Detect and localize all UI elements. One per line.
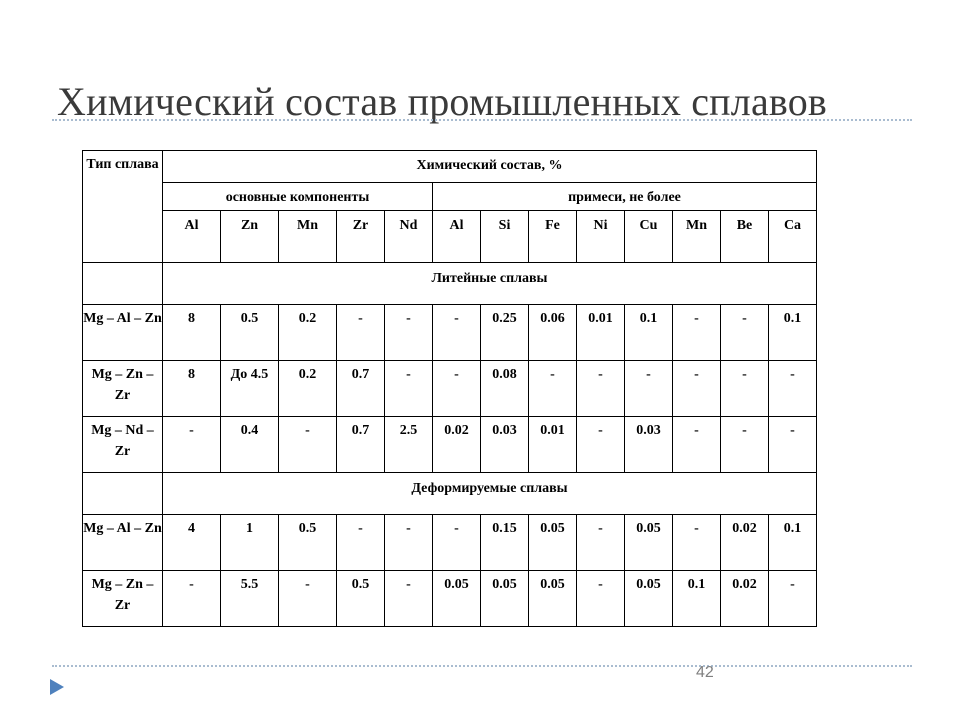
- main-element-header: Mn: [279, 211, 337, 263]
- value-cell: 0.05: [529, 571, 577, 627]
- type-header: Тип сплава: [86, 157, 159, 172]
- value-cell: -: [577, 571, 625, 627]
- alloy-type: Mg – Zn – Zr: [83, 361, 163, 417]
- value-cell: -: [721, 305, 769, 361]
- value-cell: -: [577, 515, 625, 571]
- value-cell: -: [529, 361, 577, 417]
- alloy-type: Mg – Al – Zn: [83, 515, 163, 571]
- value-cell: 0.05: [433, 571, 481, 627]
- value-cell: -: [769, 571, 817, 627]
- section-row: [83, 473, 817, 515]
- value-cell: -: [721, 417, 769, 473]
- alloy-type: Mg – Nd – Zr: [83, 417, 163, 473]
- value-cell: 5.5: [221, 571, 279, 627]
- value-cell: 0.2: [279, 305, 337, 361]
- section-blank-cell: [83, 473, 163, 515]
- play-arrow-icon: [49, 678, 65, 696]
- value-cell: 0.7: [337, 361, 385, 417]
- main-element-header: Zr: [337, 211, 385, 263]
- section-row: [83, 263, 817, 305]
- section-title: Литейные сплавы: [163, 263, 817, 305]
- value-cell: 0.5: [337, 571, 385, 627]
- value-cell: -: [577, 361, 625, 417]
- table-row: [83, 571, 817, 627]
- value-cell: 0.02: [721, 515, 769, 571]
- value-cell: 0.25: [481, 305, 529, 361]
- value-cell: 0.05: [481, 571, 529, 627]
- value-cell: 0.08: [481, 361, 529, 417]
- alloy-type: Mg – Zn – Zr: [83, 571, 163, 627]
- title-divider: [52, 119, 912, 121]
- value-cell: 4: [163, 515, 221, 571]
- main-element-header: Zn: [221, 211, 279, 263]
- value-cell: -: [625, 361, 673, 417]
- value-cell: 0.03: [625, 417, 673, 473]
- table-row: [83, 305, 817, 361]
- table-row: [83, 515, 817, 571]
- value-cell: -: [769, 417, 817, 473]
- value-cell: 1: [221, 515, 279, 571]
- value-cell: -: [673, 361, 721, 417]
- impurity-element-header: Mn: [673, 211, 721, 263]
- impurities-header: примеси, не более: [433, 183, 817, 211]
- value-cell: -: [385, 515, 433, 571]
- value-cell: 0.01: [577, 305, 625, 361]
- value-cell: 0.05: [529, 515, 577, 571]
- table-row: [83, 361, 817, 417]
- value-cell: 0.01: [529, 417, 577, 473]
- type-header-cell: [83, 151, 163, 263]
- value-cell: -: [385, 571, 433, 627]
- value-cell: 0.1: [673, 571, 721, 627]
- section-blank-cell: [83, 263, 163, 305]
- composition-table: [82, 150, 817, 627]
- value-cell: -: [673, 305, 721, 361]
- value-cell: 8: [163, 361, 221, 417]
- value-cell: -: [433, 515, 481, 571]
- value-cell: 0.2: [279, 361, 337, 417]
- alloy-type: Mg – Al – Zn: [83, 305, 163, 361]
- value-cell: -: [337, 515, 385, 571]
- value-cell: 0.5: [221, 305, 279, 361]
- value-cell: -: [163, 571, 221, 627]
- value-cell: -: [577, 417, 625, 473]
- value-cell: 0.05: [625, 571, 673, 627]
- impurity-element-header: Al: [433, 211, 481, 263]
- composition-header: Химический состав, %: [163, 151, 817, 183]
- table-row: [83, 417, 817, 473]
- slide-title: Химический состав промышленных сплавов: [57, 79, 828, 124]
- main-element-header: Al: [163, 211, 221, 263]
- page-number: 42: [696, 664, 714, 681]
- impurity-element-header: Ni: [577, 211, 625, 263]
- value-cell: -: [673, 515, 721, 571]
- value-cell: -: [673, 417, 721, 473]
- impurity-element-header: Si: [481, 211, 529, 263]
- value-cell: 8: [163, 305, 221, 361]
- value-cell: 0.4: [221, 417, 279, 473]
- value-cell: -: [433, 305, 481, 361]
- value-cell: 0.06: [529, 305, 577, 361]
- footer-divider: [52, 665, 912, 667]
- value-cell: -: [433, 361, 481, 417]
- value-cell: 2.5: [385, 417, 433, 473]
- value-cell: -: [385, 361, 433, 417]
- value-cell: 0.1: [769, 305, 817, 361]
- value-cell: 0.1: [625, 305, 673, 361]
- value-cell: 0.7: [337, 417, 385, 473]
- value-cell: -: [385, 305, 433, 361]
- main-element-header: Nd: [385, 211, 433, 263]
- value-cell: -: [337, 305, 385, 361]
- impurity-element-header: Ca: [769, 211, 817, 263]
- element-header-row: [83, 211, 817, 263]
- impurity-element-header: Be: [721, 211, 769, 263]
- value-cell: -: [279, 571, 337, 627]
- value-cell: -: [769, 361, 817, 417]
- value-cell: 0.02: [721, 571, 769, 627]
- value-cell: 0.1: [769, 515, 817, 571]
- value-cell: 0.5: [279, 515, 337, 571]
- value-cell: До 4.5: [221, 361, 279, 417]
- impurity-element-header: Cu: [625, 211, 673, 263]
- section-title: Деформируемые сплавы: [163, 473, 817, 515]
- impurity-element-header: Fe: [529, 211, 577, 263]
- value-cell: 0.03: [481, 417, 529, 473]
- value-cell: -: [279, 417, 337, 473]
- value-cell: 0.02: [433, 417, 481, 473]
- value-cell: -: [163, 417, 221, 473]
- value-cell: -: [721, 361, 769, 417]
- value-cell: 0.05: [625, 515, 673, 571]
- value-cell: 0.15: [481, 515, 529, 571]
- main-components-header: основные компоненты: [163, 183, 433, 211]
